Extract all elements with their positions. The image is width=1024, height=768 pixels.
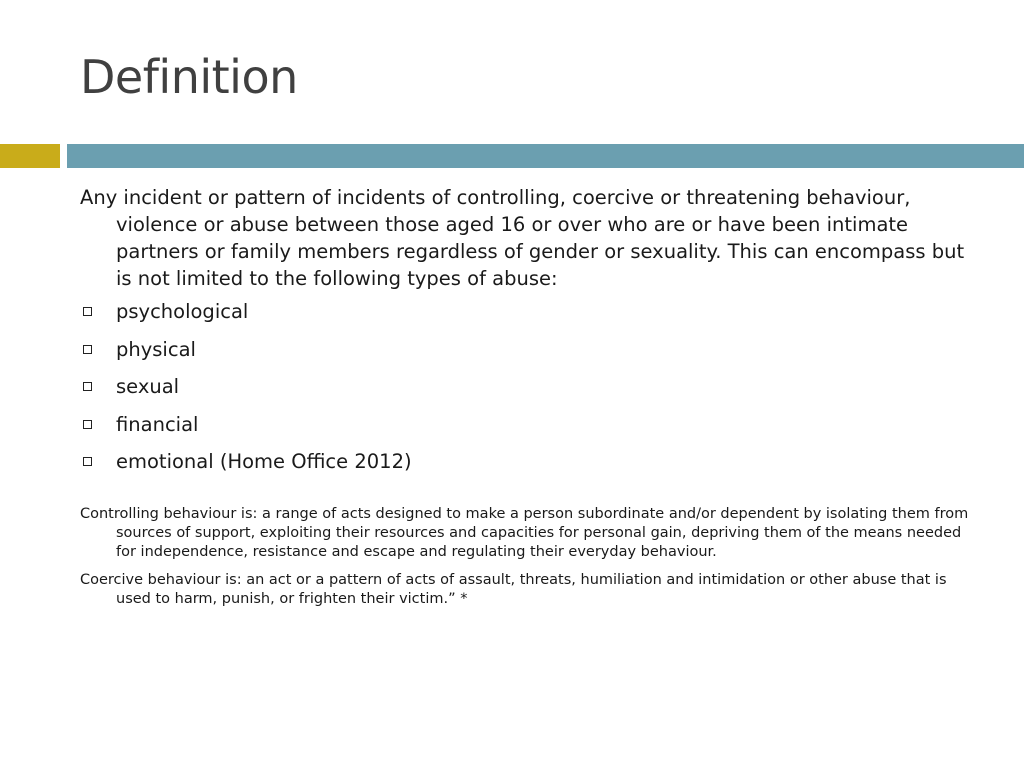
list-item-label: physical (116, 337, 196, 361)
square-bullet-icon (83, 457, 92, 466)
square-bullet-icon (83, 420, 92, 429)
abuse-types-list (80, 298, 980, 475)
list-item (80, 336, 980, 363)
accent-bar-blue (67, 144, 1024, 168)
definition-paragraph: Any incident or pattern of incidents of controlling, coercive or threatening behaviour, violence or abuse between those aged 16 or over who are or have been intimate partners or family members regardless of gender or sexuality. This can encompass but is not limited to the following types of abuse: (80, 186, 965, 290)
list-item-label: emotional (Home Office 2012) (116, 450, 412, 473)
square-bullet-icon (83, 307, 92, 316)
list-item (80, 411, 980, 438)
square-bullet-icon (83, 345, 92, 354)
accent-bar-gold (0, 144, 60, 168)
square-bullet-icon (83, 382, 92, 391)
slide-title: Definition (80, 50, 298, 104)
list-item (80, 373, 980, 400)
coercive-behaviour-note: Coercive behaviour is: an act or a pattern of acts of assault, threats, humiliation and intimidation or other abuse that is used to harm, punish, or frighten their victim.” * (80, 572, 947, 607)
list-item-label: psychological (116, 300, 249, 323)
list-item (80, 448, 980, 475)
list-item-label: financial (116, 412, 199, 436)
list-item (80, 298, 980, 325)
slide-content (80, 184, 980, 609)
list-item-label: sexual (116, 375, 180, 398)
controlling-behaviour-note: Controlling behaviour is: a range of acts designed to make a person subordinate and/or dependent by isolating them from sources of support, exploiting their resources and capacities for personal gain, depriving them of the means needed for independence, resistance and escape and regulating their everyday behaviour. (80, 506, 969, 560)
